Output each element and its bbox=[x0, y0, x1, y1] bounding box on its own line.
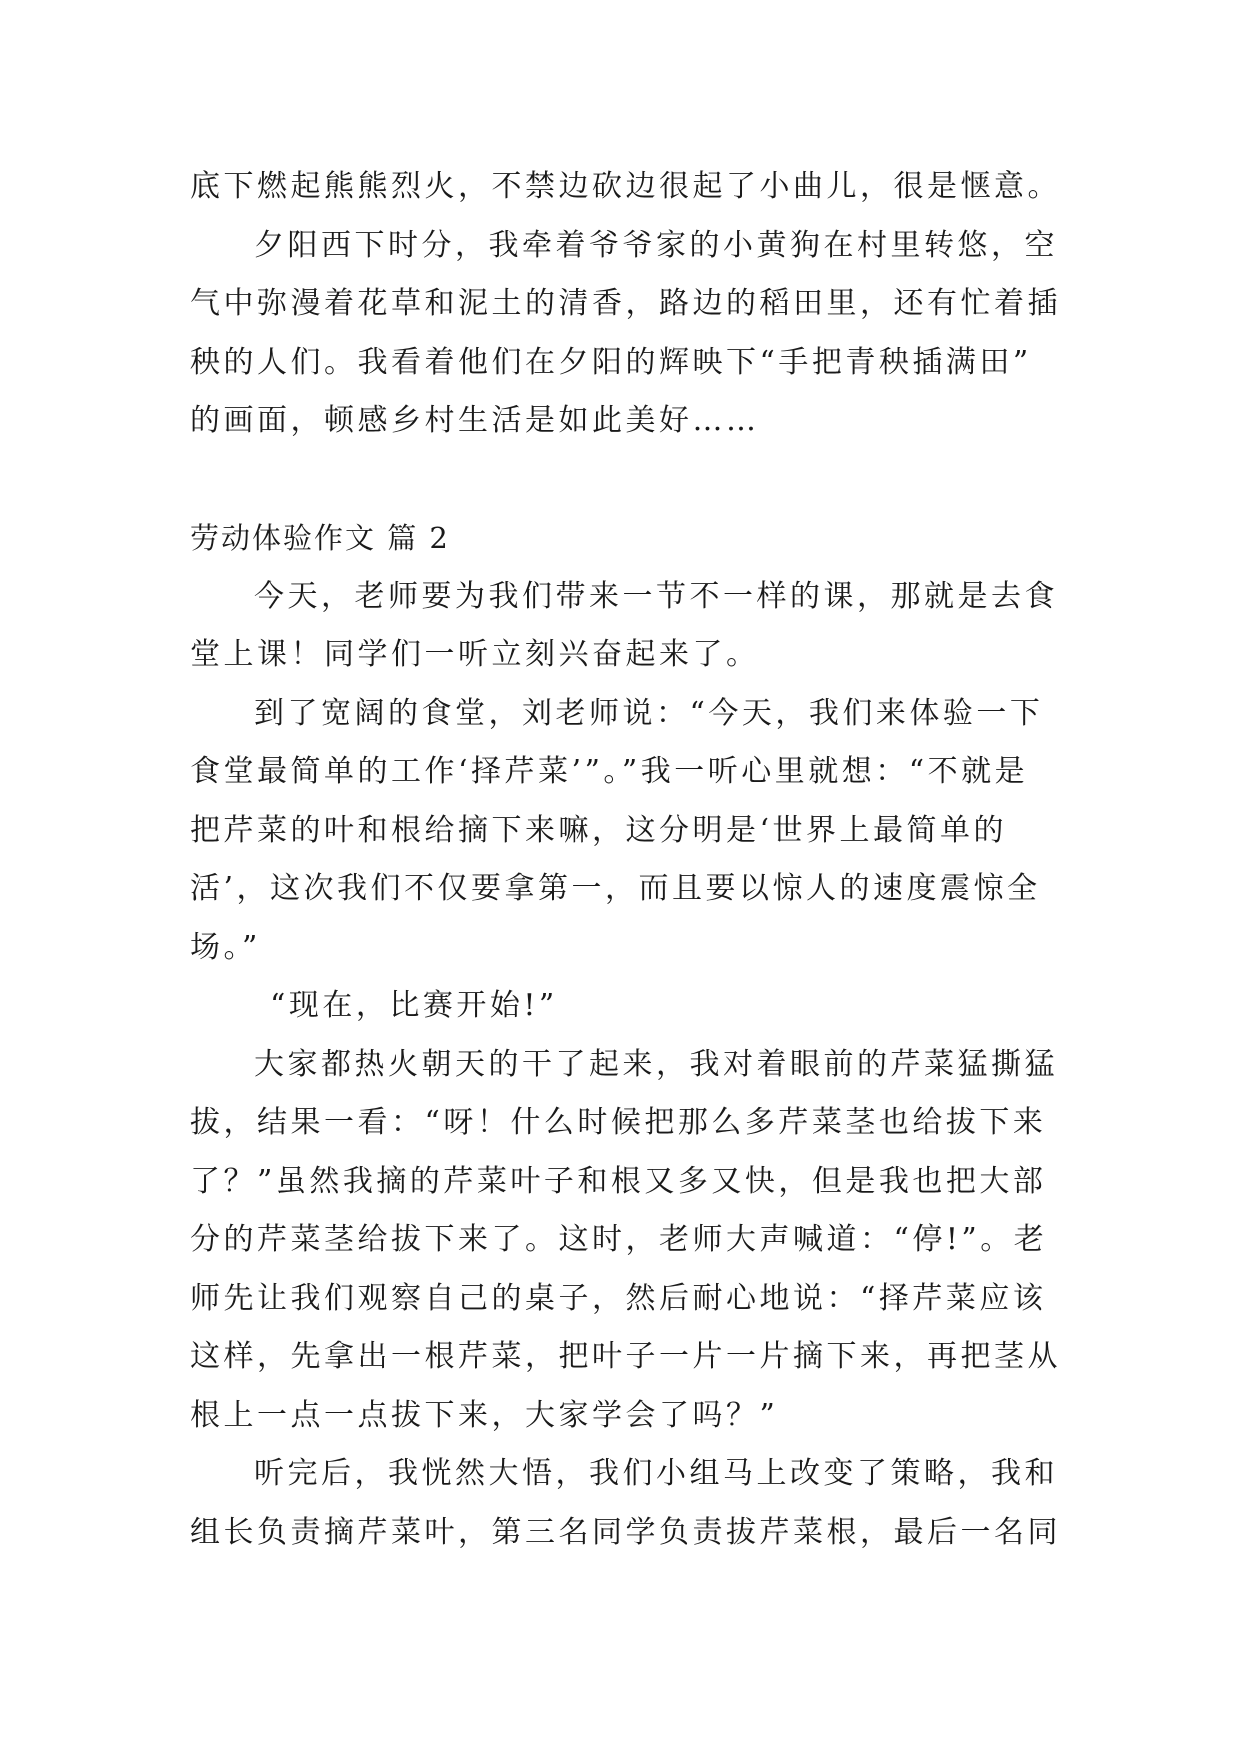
text-line: 堂上课！同学们一听立刻兴奋起来了。 bbox=[190, 637, 760, 672]
text-line: 的画面，顿感乡村生活是如此美好…… bbox=[190, 403, 760, 438]
text-line: 夕阳西下时分，我牵着爷爷家的小黄狗在村里转悠，空 bbox=[254, 227, 1058, 263]
text-line: 底下燃起熊熊烈火，不禁边砍边很起了小曲儿，很是惬意。 bbox=[190, 169, 1061, 204]
text-line: 到了宽阔的食堂，刘老师说：“今天，我们来体验一下 bbox=[254, 695, 1044, 731]
text-line: 秧的人们。我看着他们在夕阳的辉映下“手把青秧插满田” bbox=[190, 344, 1032, 380]
text-line: 把芹菜的叶和根给摘下来嘛，这分明是‘世界上最简单的 bbox=[190, 812, 1008, 848]
document-page bbox=[190, 158, 1060, 1562]
text-line: 拔，结果一看：“呀！什么时候把那么多芹菜茎也给拔下来 bbox=[190, 1105, 1047, 1140]
text-line: 场。” bbox=[190, 929, 261, 965]
text-line: 师先让我们观察自己的桌子，然后耐心地说：“择芹菜应该 bbox=[190, 1280, 1047, 1316]
text-line: 听完后，我恍然大悟，我们小组马上改变了策略，我和 bbox=[254, 1456, 1058, 1491]
text-line: 活’，这次我们不仅要拿第一，而且要以惊人的速度震惊全 bbox=[190, 871, 1041, 906]
text-line: 根上一点一点拔下来，大家学会了吗？” bbox=[190, 1397, 779, 1433]
text-line: 了？”虽然我摘的芹菜叶子和根又多又快，但是我也把大部 bbox=[190, 1163, 1047, 1199]
text-line: 这样，先拿出一根芹菜，把叶子一片一片摘下来，再把茎从 bbox=[190, 1339, 1061, 1374]
text-line: 分的芹菜茎给拔下来了。这时，老师大声喊道：“停!”。老 bbox=[190, 1222, 1048, 1257]
text-line: 大家都热火朝天的干了起来，我对着眼前的芹菜猛撕猛 bbox=[254, 1046, 1058, 1082]
section-title: 劳动体验作文 篇 2 bbox=[190, 521, 450, 555]
text-line: 组长负责摘芹菜叶，第三名同学负责拔芹菜根，最后一名同 bbox=[190, 1514, 1061, 1550]
text-line: 食堂最简单的工作‘择芹菜’”。”我一听心里就想：“不就是 bbox=[190, 754, 1029, 789]
text-line: “现在，比赛开始!” bbox=[270, 988, 558, 1023]
text-line: 气中弥漫着花草和泥土的清香，路边的稻田里，还有忙着插 bbox=[190, 286, 1061, 321]
text-line: 今天，老师要为我们带来一节不一样的课，那就是去食 bbox=[254, 578, 1058, 614]
section-gap bbox=[190, 451, 1060, 510]
